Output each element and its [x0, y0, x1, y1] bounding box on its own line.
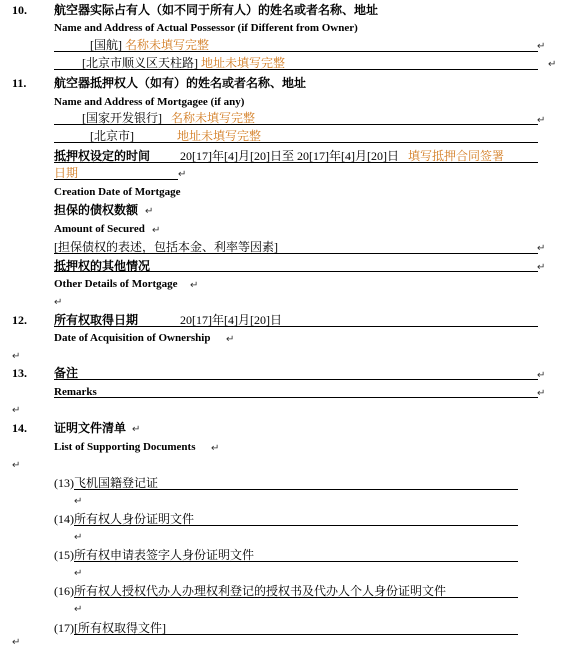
paragraph-mark: ↵ — [190, 280, 199, 291]
other-details-label-en: Other Details of Mortgage — [54, 278, 178, 290]
remarks-label-cn: 备注 — [54, 366, 79, 380]
amount-underline — [54, 253, 538, 254]
possessor-address-underline — [54, 69, 538, 70]
possessor-address-value: [北京市顺义区天柱路] — [82, 56, 198, 70]
paragraph-mark: ↵ — [12, 351, 21, 362]
amount-value: [担保债权的表述，包括本金、利率等因素] — [54, 240, 278, 254]
paragraph-mark: ↵ — [211, 443, 220, 454]
documents-label-cn: 证明文件清单 — [54, 421, 127, 435]
section-13-number: 13. — [12, 366, 27, 380]
other-details-label-cn: 抵押权的其他情况 — [54, 259, 151, 273]
section-10-possessor-address-field[interactable] — [82, 56, 285, 70]
possessor-name-hint: 名称未填写完整 — [125, 38, 210, 52]
amount-label-en: Amount of Secured — [54, 223, 145, 235]
acquisition-date-label-cn: 所有权取得日期 — [54, 313, 139, 327]
document-item-number: (15) — [54, 548, 74, 562]
paragraph-mark: ↵ — [12, 637, 21, 648]
paragraph-mark: ↵ — [226, 334, 235, 345]
amount-field[interactable] — [54, 240, 278, 254]
paragraph-mark: ↵ — [74, 532, 83, 543]
document-item-text: 飞机国籍登记证 — [74, 476, 159, 490]
document-item-number: (16) — [54, 584, 74, 598]
section-10-title-en: Name and Address of Actual Possessor (if Different from Owner) — [54, 22, 358, 34]
creation-date-underline — [54, 162, 538, 163]
creation-date-underline-2 — [54, 179, 178, 180]
creation-date-field[interactable] — [180, 149, 504, 163]
document-item-16[interactable] — [54, 584, 446, 598]
document-item-13[interactable] — [54, 476, 158, 490]
paragraph-mark: ↵ — [74, 604, 83, 615]
document-item-number: (13) — [54, 476, 74, 490]
mortgagee-address-hint: 地址未填写完整 — [177, 129, 262, 143]
acquisition-date-field[interactable] — [180, 313, 282, 327]
creation-date-label-en: Creation Date of Mortgage — [54, 186, 181, 198]
mortgagee-name-field[interactable] — [82, 111, 255, 125]
document-item-17[interactable] — [54, 621, 166, 635]
section-11-number: 11. — [12, 76, 27, 90]
document-item-text: 所有权人授权代办人办理权利登记的授权书及代办人个人身份证明文件 — [74, 584, 447, 598]
acquisition-date-label-en: Date of Acquisition of Ownership — [54, 332, 211, 344]
paragraph-mark: ↵ — [74, 496, 83, 507]
paragraph-mark: ↵ — [548, 59, 557, 70]
remarks-underline-2[interactable] — [54, 397, 538, 398]
paragraph-mark: ↵ — [54, 297, 63, 308]
section-12-number: 12. — [12, 313, 27, 327]
possessor-name-underline — [54, 51, 538, 52]
amount-label-cn: 担保的债权数额 — [54, 203, 139, 217]
document-item-underline — [74, 525, 518, 526]
possessor-name-value: [国航] — [90, 38, 122, 52]
paragraph-mark: ↵ — [537, 243, 546, 254]
section-10-possessor-name-field[interactable] — [90, 38, 209, 52]
paragraph-mark: ↵ — [537, 262, 546, 273]
section-10-title-cn: 航空器实际占有人（如不同于所有人）的姓名或者名称、地址 — [54, 3, 379, 17]
creation-date-label-cn: 抵押权设定的时间 — [54, 149, 151, 163]
section-11-title-en: Name and Address of Mortgagee (if any) — [54, 96, 245, 108]
paragraph-mark: ↵ — [12, 460, 21, 471]
remarks-label-en: Remarks — [54, 386, 97, 398]
document-item-text: [所有权取得文件] — [74, 621, 166, 635]
documents-label-en: List of Supporting Documents — [54, 441, 196, 453]
paragraph-mark: ↵ — [12, 405, 21, 416]
document-item-number: (14) — [54, 512, 74, 526]
acquisition-date-value: 20[17]年[4]月[20]日 — [180, 313, 282, 327]
document-item-number: (17) — [54, 621, 74, 635]
document-item-text: 所有权人身份证明文件 — [74, 512, 195, 526]
paragraph-mark: ↵ — [152, 225, 161, 236]
mortgagee-name-value: [国家开发银行] — [82, 111, 162, 125]
document-item-14[interactable] — [54, 512, 194, 526]
mortgagee-address-value: [北京市] — [90, 129, 134, 143]
document-item-text: 所有权申请表签字人身份证明文件 — [74, 548, 255, 562]
paragraph-mark: ↵ — [537, 370, 546, 381]
document-item-underline — [74, 561, 518, 562]
document-item-15[interactable] — [54, 548, 254, 562]
section-10-number: 10. — [12, 3, 27, 17]
section-11-title-cn: 航空器抵押权人（如有）的姓名或者名称、地址 — [54, 76, 307, 90]
paragraph-mark: ↵ — [178, 169, 187, 180]
mortgagee-name-hint: 名称未填写完整 — [171, 111, 256, 125]
paragraph-mark: ↵ — [74, 568, 83, 579]
creation-date-hint-cont: 日期 — [54, 166, 79, 180]
document-item-underline — [74, 634, 518, 635]
possessor-address-hint: 地址未填写完整 — [201, 56, 286, 70]
remarks-underline-1[interactable] — [54, 379, 538, 380]
paragraph-mark: ↵ — [145, 206, 154, 217]
paragraph-mark: ↵ — [132, 424, 141, 435]
paragraph-mark: ↵ — [537, 41, 546, 52]
document-item-underline — [74, 597, 518, 598]
creation-date-value: 20[17]年[4]月[20]日至 20[17]年[4]月[20]日 — [180, 149, 399, 163]
mortgagee-address-field[interactable] — [90, 129, 261, 143]
paragraph-mark: ↵ — [537, 115, 546, 126]
other-details-underline[interactable] — [54, 271, 538, 272]
creation-date-hint: 填写抵押合同签署 — [407, 149, 504, 163]
paragraph-mark: ↵ — [537, 388, 546, 399]
document-item-underline — [74, 489, 518, 490]
section-14-number: 14. — [12, 421, 27, 435]
mortgagee-address-underline — [54, 142, 538, 143]
acquisition-date-underline — [54, 326, 538, 327]
mortgagee-name-underline — [54, 124, 538, 125]
